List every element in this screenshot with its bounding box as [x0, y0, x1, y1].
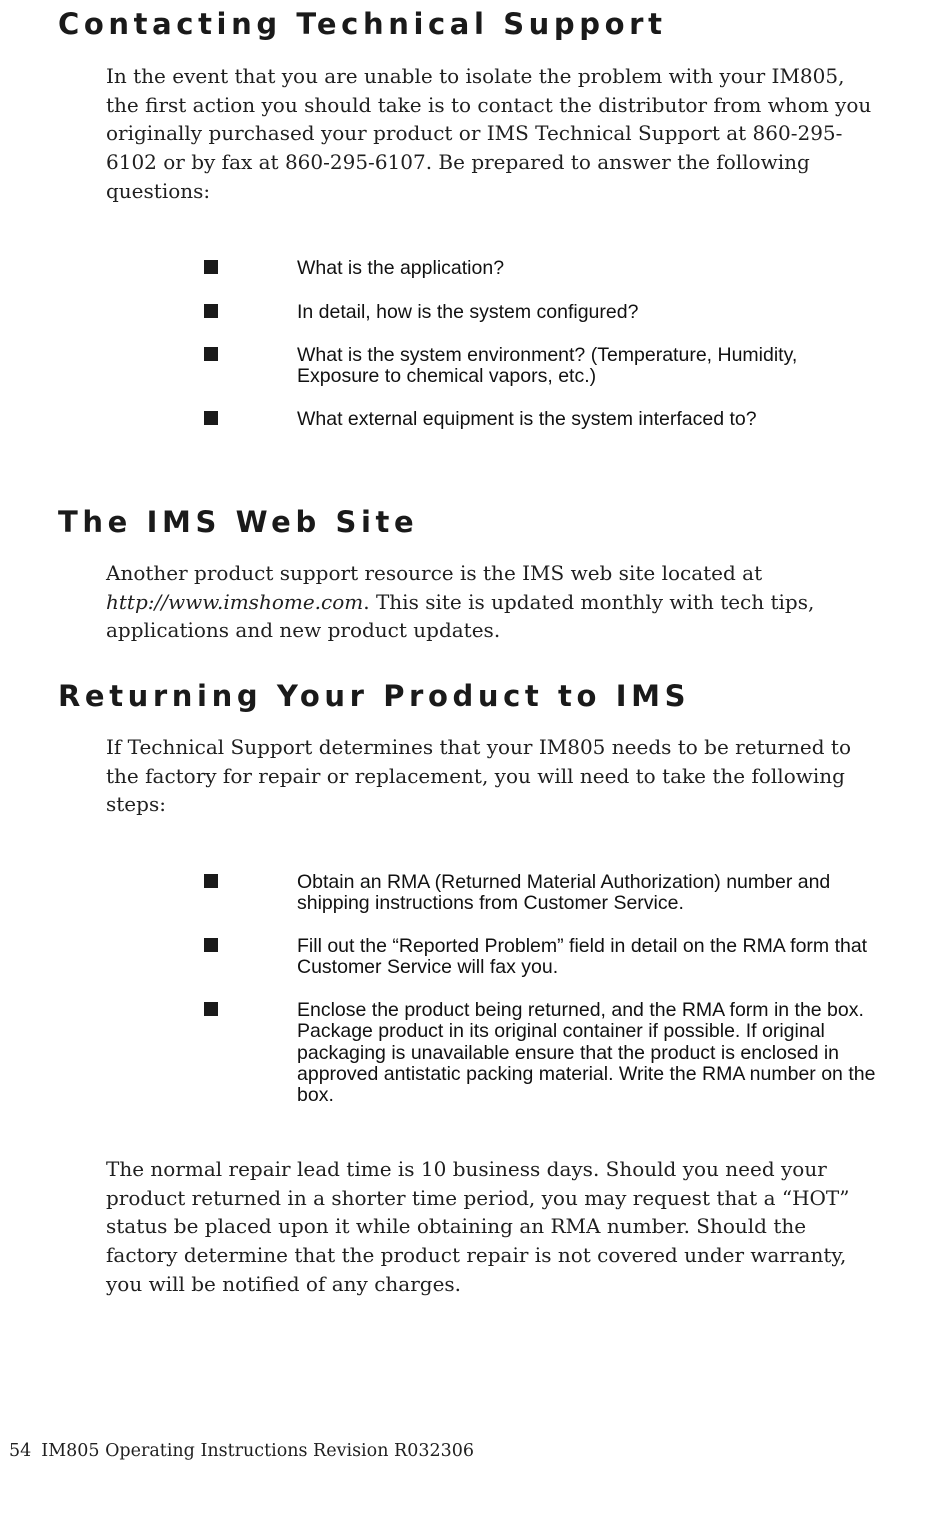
- web-site-paragraph: [106, 559, 876, 645]
- step-text: Obtain an RMA (Returned Material Authorization) number and shipping instructions from Customer Service.: [297, 871, 831, 915]
- square-bullet-icon: [204, 304, 218, 318]
- square-bullet-icon: [204, 411, 218, 425]
- returning-product-intro: If Technical Support determines that your IM805 needs to be returned to the factory for repair or replacement, you will need to take the following steps:: [106, 735, 851, 817]
- question-text: What is the application?: [297, 257, 505, 279]
- web-site-url-link[interactable]: http://www.imshome.com: [106, 589, 364, 614]
- square-bullet-icon: [204, 347, 218, 361]
- document-title: IM805 Operating Instructions Revision R032306: [41, 1441, 475, 1461]
- question-text: In detail, how is the system configured?: [297, 301, 639, 323]
- page-footer: [9, 1439, 474, 1463]
- square-bullet-icon: [204, 1002, 218, 1016]
- question-text: What external equipment is the system interfaced to?: [297, 408, 757, 430]
- question-text: What is the system environment? (Temperature, Humidity, Exposure to chemical vapors, etc.): [297, 344, 798, 388]
- square-bullet-icon: [204, 260, 218, 274]
- page-number: 54: [9, 1441, 32, 1461]
- repair-lead-time-paragraph: The normal repair lead time is 10 business days. Should you need your product returned in a shorter time period, you may request that a “HOT” status be placed upon it while obtaining an RMA number. Should the factory determine that the product repair is not covered under warranty, you will be notified of any charges.: [106, 1157, 850, 1296]
- square-bullet-icon: [204, 874, 218, 888]
- technical-support-intro: In the event that you are unable to isolate the problem with your IM805, the first action you should take is to contact the distributor from whom you originally purchased your product or IMS Technical Support at 860-295-6102 or by fax at 860-295-6107. Be prepared to answer the following questions:: [106, 64, 872, 203]
- web-site-text-before: Another product support resource is the IMS web site located at: [106, 561, 763, 585]
- square-bullet-icon: [204, 938, 218, 952]
- step-text: Enclose the product being returned, and the RMA form in the box. Package product in its original container if possible. If original packaging is unavailable ensure that the product is enclosed in approved antistatic packing material. Write the RMA number on the box.: [297, 999, 876, 1107]
- step-text: Fill out the “Reported Problem” field in detail on the RMA form that Customer Service will fax you.: [297, 935, 868, 979]
- section-heading-web-site: The IMS Web Site: [58, 505, 419, 539]
- web-site-text-after: . This site is updated monthly with tech tips, applications and new product updates.: [106, 589, 815, 643]
- section-heading-returning-product: Returning Your Product to IMS: [58, 679, 691, 713]
- section-heading-technical-support: Contacting Technical Support: [58, 7, 667, 41]
